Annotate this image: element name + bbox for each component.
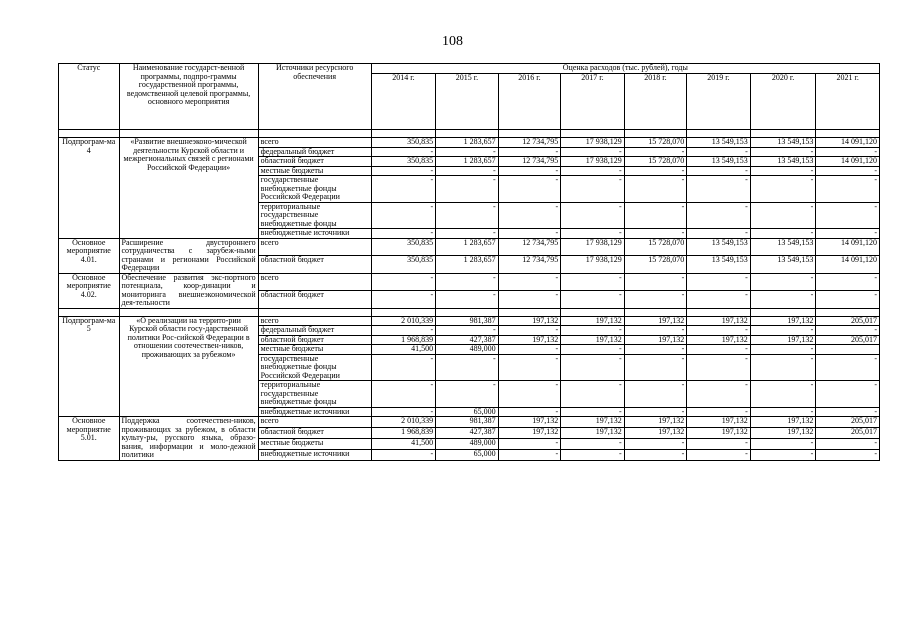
row-value: 15 728,070: [624, 256, 687, 274]
row-value: 197,132: [750, 335, 816, 345]
row-value: -: [498, 345, 561, 355]
row-value: -: [371, 354, 436, 381]
row-value: -: [498, 438, 561, 449]
row-value: -: [750, 291, 816, 309]
row-value: -: [750, 345, 816, 355]
row-value: 15 728,070: [624, 138, 687, 148]
row-value: 12 734,795: [498, 256, 561, 274]
row-value: -: [498, 354, 561, 381]
row-value: -: [816, 407, 880, 417]
header-status: Статус: [59, 64, 120, 130]
row-program-name: «О реализации на террито-рии Курской области госу-дарственной политики Рос-сийской Федерации в отношении соотечествен-ников, проживающих за рубежом»: [119, 316, 258, 417]
row-value: -: [498, 449, 561, 460]
row-status: Основное мероприятие 4.02.: [59, 273, 120, 308]
row-value: -: [687, 407, 751, 417]
row-value: 1 968,839: [371, 335, 436, 345]
row-funding-source: внебюджетные источники: [258, 449, 371, 460]
table-row: [59, 138, 880, 148]
row-value: -: [436, 291, 499, 309]
row-value: 1 283,657: [436, 157, 499, 167]
row-value: 427,387: [436, 335, 499, 345]
row-funding-source: местные бюджеты: [258, 166, 371, 176]
row-value: 197,132: [561, 427, 625, 438]
row-value: -: [687, 381, 751, 408]
row-value: -: [561, 166, 625, 176]
row-value: 17 938,129: [561, 256, 625, 274]
row-value: -: [436, 381, 499, 408]
header-year: 2018 г.: [624, 74, 687, 130]
row-value: -: [498, 407, 561, 417]
row-value: 427,387: [436, 427, 499, 438]
row-value: 17 938,129: [561, 138, 625, 148]
row-value: 12 734,795: [498, 238, 561, 256]
row-value: -: [436, 176, 499, 203]
row-value: -: [750, 147, 816, 157]
row-funding-source: внебюджетные источники: [258, 229, 371, 239]
row-value: -: [498, 326, 561, 336]
row-value: 350,835: [371, 138, 436, 148]
row-value: -: [687, 176, 751, 203]
row-value: -: [750, 449, 816, 460]
row-value: -: [624, 449, 687, 460]
row-value: -: [816, 273, 880, 291]
row-value: -: [371, 166, 436, 176]
row-value: -: [687, 202, 751, 229]
row-value: -: [561, 273, 625, 291]
row-value: 197,132: [561, 335, 625, 345]
row-value: 197,132: [750, 316, 816, 326]
row-value: -: [624, 166, 687, 176]
row-value: -: [750, 354, 816, 381]
row-value: -: [624, 229, 687, 239]
row-value: -: [816, 354, 880, 381]
row-value: 197,132: [498, 316, 561, 326]
row-value: -: [561, 147, 625, 157]
row-value: -: [750, 407, 816, 417]
row-value: 17 938,129: [561, 157, 625, 167]
row-value: -: [687, 438, 751, 449]
row-value: 2 010,339: [371, 417, 436, 428]
row-value: -: [687, 291, 751, 309]
row-status: Основное мероприятие 4.01.: [59, 238, 120, 273]
row-value: 1 283,657: [436, 138, 499, 148]
row-value: 197,132: [687, 316, 751, 326]
row-value: -: [750, 438, 816, 449]
row-value: 13 549,153: [687, 157, 751, 167]
row-value: -: [561, 202, 625, 229]
row-value: -: [436, 166, 499, 176]
header-year: 2019 г.: [687, 74, 751, 130]
row-value: 205,017: [816, 316, 880, 326]
row-program-name: Обеспечение развития экс-портного потенциала, коор-динации и мониторинга внешнеэкономической дея-тельности: [119, 273, 258, 308]
row-value: [816, 345, 880, 355]
row-value: 981,387: [436, 316, 499, 326]
row-value: -: [624, 326, 687, 336]
row-value: -: [624, 438, 687, 449]
row-value: -: [750, 273, 816, 291]
row-value: -: [498, 273, 561, 291]
row-value: -: [436, 273, 499, 291]
row-value: 15 728,070: [624, 157, 687, 167]
row-value: 350,835: [371, 238, 436, 256]
row-value: 65,000: [436, 449, 499, 460]
row-value: -: [750, 166, 816, 176]
row-value: -: [561, 381, 625, 408]
row-value: -: [498, 291, 561, 309]
row-value: 197,132: [687, 427, 751, 438]
row-funding-source: областной бюджет: [258, 256, 371, 274]
row-value: -: [816, 176, 880, 203]
row-value: 13 549,153: [750, 157, 816, 167]
row-value: -: [371, 229, 436, 239]
row-funding-source: федеральный бюджет: [258, 326, 371, 336]
table-row: [59, 273, 880, 291]
row-value: -: [624, 291, 687, 309]
row-value: 13 549,153: [687, 138, 751, 148]
header-year: 2016 г.: [498, 74, 561, 130]
row-value: -: [816, 147, 880, 157]
row-value: 197,132: [624, 335, 687, 345]
budget-table: [58, 63, 880, 461]
row-value: -: [436, 229, 499, 239]
row-funding-source: территориальные государственные внебюджетные фонды: [258, 202, 371, 229]
row-value: 65,000: [436, 407, 499, 417]
row-value: 197,132: [498, 427, 561, 438]
row-value: 13 549,153: [750, 138, 816, 148]
row-program-name: «Развитие внешнеэконо-мической деятельности Курской области и межрегиональных связей с регионами Российской Федерации»: [119, 138, 258, 239]
header-year: 2017 г.: [561, 74, 625, 130]
row-value: 13 549,153: [750, 256, 816, 274]
row-value: -: [371, 407, 436, 417]
row-value: -: [624, 345, 687, 355]
row-value: 205,017: [816, 417, 880, 428]
row-value: -: [624, 407, 687, 417]
row-value: -: [624, 147, 687, 157]
row-value: 41,500: [371, 438, 436, 449]
row-value: -: [561, 176, 625, 203]
row-value: -: [561, 291, 625, 309]
row-value: 1 283,657: [436, 256, 499, 274]
row-funding-source: государственные внебюджетные фонды Российской Федерации: [258, 354, 371, 381]
row-funding-source: всего: [258, 316, 371, 326]
row-value: 17 938,129: [561, 238, 625, 256]
row-value: -: [498, 229, 561, 239]
row-value: -: [561, 326, 625, 336]
row-value: -: [816, 229, 880, 239]
row-funding-source: государственные внебюджетные фонды Российской Федерации: [258, 176, 371, 203]
row-value: 205,017: [816, 335, 880, 345]
row-value: -: [561, 438, 625, 449]
row-funding-source: всего: [258, 138, 371, 148]
row-funding-source: всего: [258, 238, 371, 256]
row-value: -: [624, 354, 687, 381]
row-value: -: [816, 449, 880, 460]
row-value: 13 549,153: [687, 256, 751, 274]
row-value: -: [624, 381, 687, 408]
row-funding-source: всего: [258, 417, 371, 428]
row-value: -: [816, 291, 880, 309]
row-status: Основное мероприятие 5.01.: [59, 417, 120, 461]
row-value: 14 091,120: [816, 138, 880, 148]
row-value: 197,132: [624, 427, 687, 438]
header-estimate: Оценка расходов (тыс. рублей), годы: [371, 64, 879, 74]
row-value: -: [561, 229, 625, 239]
row-value: -: [498, 176, 561, 203]
row-value: 489,000: [436, 345, 499, 355]
row-value: 197,132: [750, 417, 816, 428]
row-value: -: [624, 273, 687, 291]
row-value: 14 091,120: [816, 238, 880, 256]
row-value: 2 010,339: [371, 316, 436, 326]
row-value: 205,017: [816, 427, 880, 438]
row-funding-source: местные бюджеты: [258, 345, 371, 355]
row-value: 489,000: [436, 438, 499, 449]
row-value: -: [371, 449, 436, 460]
row-value: 197,132: [687, 335, 751, 345]
row-value: -: [750, 326, 816, 336]
row-value: -: [561, 354, 625, 381]
row-value: -: [436, 326, 499, 336]
row-value: 197,132: [750, 427, 816, 438]
row-value: -: [687, 166, 751, 176]
row-program-name: Расширение двустороннего сотрудничества с зарубеж-ными странами и регионами Российской Федерации: [119, 238, 258, 273]
row-funding-source: областной бюджет: [258, 157, 371, 167]
row-value: -: [816, 381, 880, 408]
row-value: -: [687, 449, 751, 460]
row-value: -: [750, 229, 816, 239]
row-value: -: [498, 381, 561, 408]
row-status: Подпрограм-ма 4: [59, 138, 120, 239]
row-status: Подпрограм-ма 5: [59, 316, 120, 417]
row-value: 1 283,657: [436, 238, 499, 256]
row-value: 197,132: [624, 417, 687, 428]
row-value: 14 091,120: [816, 157, 880, 167]
row-funding-source: территориальные государственные внебюджетные фонды: [258, 381, 371, 408]
row-value: -: [816, 326, 880, 336]
header-year: 2020 г.: [750, 74, 816, 130]
row-value: -: [624, 176, 687, 203]
row-value: 1 968,839: [371, 427, 436, 438]
row-value: -: [816, 202, 880, 229]
row-value: -: [687, 273, 751, 291]
row-value: -: [371, 147, 436, 157]
row-value: 197,132: [561, 316, 625, 326]
row-value: -: [436, 147, 499, 157]
row-value: -: [371, 176, 436, 203]
table-row: [59, 417, 880, 428]
row-funding-source: областной бюджет: [258, 335, 371, 345]
row-value: -: [498, 166, 561, 176]
row-value: -: [436, 202, 499, 229]
row-funding-source: внебюджетные источники: [258, 407, 371, 417]
row-value: 350,835: [371, 157, 436, 167]
row-value: -: [371, 291, 436, 309]
page-number: 108: [442, 34, 463, 49]
row-value: -: [371, 273, 436, 291]
row-value: 197,132: [624, 316, 687, 326]
row-value: 350,835: [371, 256, 436, 274]
row-funding-source: всего: [258, 273, 371, 291]
row-value: 12 734,795: [498, 138, 561, 148]
header-source: Источники ресурсного обеспечения: [258, 64, 371, 130]
row-funding-source: областной бюджет: [258, 291, 371, 309]
row-value: -: [436, 354, 499, 381]
row-value: -: [687, 326, 751, 336]
row-value: -: [687, 345, 751, 355]
header-year: 2015 г.: [436, 74, 499, 130]
row-value: 197,132: [498, 417, 561, 428]
header-year: 2021 г.: [816, 74, 880, 130]
header-year: 2014 г.: [371, 74, 436, 130]
row-value: 197,132: [687, 417, 751, 428]
row-value: 981,387: [436, 417, 499, 428]
row-value: -: [687, 354, 751, 381]
table-row: [59, 316, 880, 326]
row-value: 197,132: [498, 335, 561, 345]
table-row: [59, 238, 880, 256]
row-funding-source: областной бюджет: [258, 427, 371, 438]
row-value: 41,500: [371, 345, 436, 355]
row-value: -: [498, 147, 561, 157]
row-value: -: [371, 381, 436, 408]
row-value: -: [687, 229, 751, 239]
row-value: -: [750, 202, 816, 229]
row-value: 197,132: [561, 417, 625, 428]
header-name: Наименование государст-венной программы, подпро-граммы государственной программы, ведомственной целевой программы, основного мероприятия: [119, 64, 258, 130]
row-value: -: [750, 381, 816, 408]
row-value: -: [624, 202, 687, 229]
row-program-name: Поддержка соотечествен-ников, проживающих за рубежом, в области культу-ры, русского языка, образо-вания, информации и моло-дежной политики: [119, 417, 258, 461]
row-value: -: [687, 147, 751, 157]
row-value: 15 728,070: [624, 238, 687, 256]
row-value: -: [498, 202, 561, 229]
row-value: -: [371, 326, 436, 336]
row-value: -: [750, 176, 816, 203]
row-value: -: [561, 345, 625, 355]
row-value: -: [816, 438, 880, 449]
row-value: -: [816, 166, 880, 176]
row-value: 13 549,153: [687, 238, 751, 256]
row-funding-source: местные бюджеты: [258, 438, 371, 449]
row-value: -: [561, 407, 625, 417]
row-value: 12 734,795: [498, 157, 561, 167]
row-value: 14 091,120: [816, 256, 880, 274]
row-value: 13 549,153: [750, 238, 816, 256]
row-value: -: [561, 449, 625, 460]
row-funding-source: федеральный бюджет: [258, 147, 371, 157]
row-value: -: [371, 202, 436, 229]
